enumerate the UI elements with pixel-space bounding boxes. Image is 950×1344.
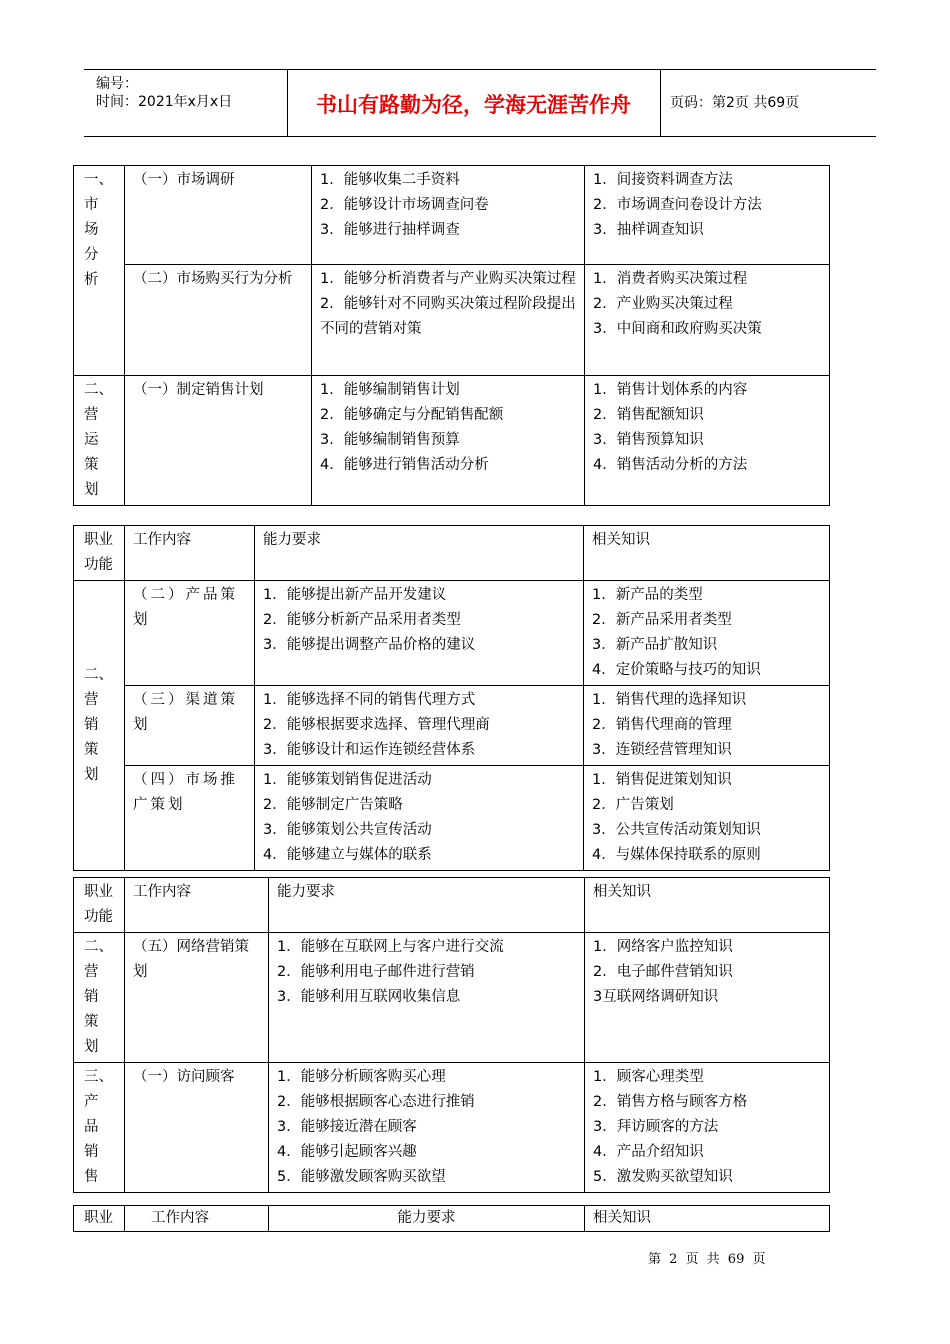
table-header-row <box>74 1206 830 1232</box>
category-label: 二、营销策划 <box>84 939 113 1055</box>
header-cell <box>125 1206 269 1232</box>
page-footer: 第 2 页 共 69 页 <box>648 1252 766 1267</box>
column-header: 职业功能 <box>84 884 113 925</box>
category-label: 一、市场分析 <box>84 172 113 288</box>
knowledge-item: 3互联网络调研知识 <box>593 989 719 1005</box>
column-header: 相关知识 <box>593 1210 651 1226</box>
table-row <box>74 376 830 506</box>
ability-item: 2．能够制定广告策略 <box>263 797 403 813</box>
skills-table-4 <box>73 1205 830 1232</box>
knowledge-item: 3．新产品扩散知识 <box>592 637 718 653</box>
content-cell <box>125 933 269 1063</box>
skills-table-2 <box>73 525 830 871</box>
skills-table-1 <box>73 165 830 506</box>
ability-item: 4．能够引起顾客兴趣 <box>277 1144 417 1160</box>
knowledge-item: 2．广告策划 <box>592 797 674 813</box>
content-label: （二）市场购买行为分析 <box>133 271 293 287</box>
abilities-cell <box>255 766 584 871</box>
ability-item: 1．能够编制销售计划 <box>320 382 460 398</box>
category-cell <box>74 933 125 1063</box>
knowledge-item: 4．销售活动分析的方法 <box>593 457 748 473</box>
ability-item: 3．能够策划公共宣传活动 <box>263 822 432 838</box>
knowledge-item: 3．公共宣传活动策划知识 <box>592 822 761 838</box>
content-cell <box>125 265 312 376</box>
knowledge-item: 2．销售方格与顾客方格 <box>593 1094 748 1110</box>
header-cell <box>125 526 255 581</box>
table-row <box>74 265 830 376</box>
ability-item: 3．能够编制销售预算 <box>320 432 460 448</box>
header-cell <box>74 878 125 933</box>
knowledge-item: 2．销售代理商的管理 <box>592 717 732 733</box>
header-cell <box>269 1206 585 1232</box>
knowledge-item: 1．新产品的类型 <box>592 587 703 603</box>
content-cell <box>125 166 312 265</box>
knowledge-item: 4．产品介绍知识 <box>593 1144 704 1160</box>
header-cell <box>125 878 269 933</box>
abilities-cell <box>312 376 585 506</box>
category-cell <box>74 166 125 376</box>
abilities-cell <box>269 933 585 1063</box>
content-label: （一）制定销售计划 <box>133 382 264 398</box>
ability-item: 1．能够选择不同的销售代理方式 <box>263 692 476 708</box>
knowledge-item: 1．销售计划体系的内容 <box>593 382 748 398</box>
category-cell <box>74 581 125 871</box>
abilities-cell <box>255 686 584 766</box>
ability-item: 1．能够在互联网上与客户进行交流 <box>277 939 504 955</box>
ability-item: 1．能够分析消费者与产业购买决策过程 <box>320 271 576 287</box>
content-label: （三）渠道策划 <box>133 692 238 733</box>
knowledge-item: 3．销售预算知识 <box>593 432 704 448</box>
knowledge-item: 3．连锁经营管理知识 <box>592 742 732 758</box>
column-header: 能力要求 <box>277 884 335 900</box>
time-label: 时间：2021年x月x日 <box>96 94 233 110</box>
ability-item: 2．能够设计市场调查问卷 <box>320 197 489 213</box>
knowledge-item: 2．产业购买决策过程 <box>593 296 733 312</box>
ability-item: 2．能够分析新产品采用者类型 <box>263 612 461 628</box>
table-row <box>74 933 830 1063</box>
ability-item: 4．能够进行销售活动分析 <box>320 457 489 473</box>
knowledge-cell <box>584 581 830 686</box>
header-page-label: 页码：第2页 共69页 <box>670 95 800 111</box>
table-row <box>74 1063 830 1193</box>
knowledge-item: 3．中间商和政府购买决策 <box>593 321 762 337</box>
content-cell <box>125 581 255 686</box>
table-row <box>74 581 830 686</box>
knowledge-item: 2．电子邮件营销知识 <box>593 964 733 980</box>
ability-item: 2．能够确定与分配销售配额 <box>320 407 504 423</box>
knowledge-item: 5．激发购买欲望知识 <box>593 1169 733 1185</box>
knowledge-cell <box>585 1063 830 1193</box>
column-header: 相关知识 <box>592 532 650 548</box>
ability-item: 3．能够设计和运作连锁经营体系 <box>263 742 476 758</box>
table-row <box>74 686 830 766</box>
ability-item: 1．能够收集二手资料 <box>320 172 460 188</box>
ability-item: 5．能够激发顾客购买欲望 <box>277 1169 446 1185</box>
page-header <box>84 69 876 137</box>
knowledge-cell <box>585 166 830 265</box>
ability-item: 3．能够接近潜在顾客 <box>277 1119 417 1135</box>
knowledge-item: 1．消费者购买决策过程 <box>593 271 748 287</box>
header-cell <box>585 878 830 933</box>
ability-item: 2．能够根据要求选择、管理代理商 <box>263 717 490 733</box>
knowledge-item: 2．销售配额知识 <box>593 407 704 423</box>
knowledge-item: 3．抽样调查知识 <box>593 222 704 238</box>
content-cell <box>125 766 255 871</box>
knowledge-item: 1．销售代理的选择知识 <box>592 692 747 708</box>
category-cell <box>74 1063 125 1193</box>
content-label: （一）市场调研 <box>133 172 235 188</box>
category-label: 二、营销策划 <box>84 667 113 783</box>
ability-item: 1．能够策划销售促进活动 <box>263 772 432 788</box>
abilities-cell <box>269 1063 585 1193</box>
knowledge-item: 1．网络客户监控知识 <box>593 939 733 955</box>
ability-item: 1．能够分析顾客购买心理 <box>277 1069 446 1085</box>
column-header: 能力要求 <box>397 1210 456 1226</box>
table-row <box>74 166 830 265</box>
content-label: （五）网络营销策划 <box>133 939 249 980</box>
header-motto: 书山有路勤为径，学海无涯苦作舟 <box>287 70 661 136</box>
content-cell <box>125 686 255 766</box>
header-cell <box>269 878 585 933</box>
header-cell <box>74 526 125 581</box>
content-cell <box>125 1063 269 1193</box>
column-header: 工作内容 <box>133 532 191 548</box>
content-label: （二）产品策划 <box>133 587 238 628</box>
abilities-cell <box>255 581 584 686</box>
category-label: 三、产品销售 <box>84 1069 113 1185</box>
ability-item: 1．能够提出新产品开发建议 <box>263 587 447 603</box>
knowledge-item: 2．市场调查问卷设计方法 <box>593 197 762 213</box>
category-label: 二、营运策划 <box>84 382 113 498</box>
skills-table-3 <box>73 877 830 1193</box>
knowledge-item: 4．与媒体保持联系的原则 <box>592 847 761 863</box>
knowledge-item: 1．顾客心理类型 <box>593 1069 704 1085</box>
header-cell <box>74 1206 125 1232</box>
knowledge-item: 4．定价策略与技巧的知识 <box>592 662 761 678</box>
knowledge-cell <box>585 376 830 506</box>
knowledge-item: 3．拜访顾客的方法 <box>593 1119 719 1135</box>
column-header: 相关知识 <box>593 884 651 900</box>
number-label: 编号： <box>96 76 138 92</box>
column-header: 工作内容 <box>151 1210 209 1226</box>
knowledge-cell <box>585 933 830 1063</box>
ability-item: 2．能够针对不同购买决策过程阶段提出不同的营销对策 <box>320 296 576 337</box>
header-cell <box>255 526 584 581</box>
table-row <box>74 766 830 871</box>
knowledge-item: 1．销售促进策划知识 <box>592 772 732 788</box>
header-meta <box>84 70 288 136</box>
content-cell <box>125 376 312 506</box>
ability-item: 2．能够根据顾客心态进行推销 <box>277 1094 475 1110</box>
ability-item: 3．能够利用互联网收集信息 <box>277 989 461 1005</box>
ability-item: 3．能够提出调整产品价格的建议 <box>263 637 476 653</box>
content-label: （四）市场推广策划 <box>133 772 238 813</box>
knowledge-cell <box>584 766 830 871</box>
ability-item: 3．能够进行抽样调查 <box>320 222 460 238</box>
table-header-row <box>74 878 830 933</box>
header-cell <box>585 1206 830 1232</box>
knowledge-cell <box>584 686 830 766</box>
abilities-cell <box>312 166 585 265</box>
column-header: 能力要求 <box>263 532 321 548</box>
knowledge-item: 2．新产品采用者类型 <box>592 612 732 628</box>
column-header: 工作内容 <box>133 884 191 900</box>
column-header: 职业功能 <box>84 532 113 573</box>
category-cell <box>74 376 125 506</box>
column-header: 职业 <box>84 1210 113 1226</box>
content-label: （一）访问顾客 <box>133 1069 235 1085</box>
ability-item: 2．能够利用电子邮件进行营销 <box>277 964 475 980</box>
ability-item: 4．能够建立与媒体的联系 <box>263 847 432 863</box>
abilities-cell <box>312 265 585 376</box>
header-cell <box>584 526 830 581</box>
knowledge-cell <box>585 265 830 376</box>
table-header-row <box>74 526 830 581</box>
knowledge-item: 1．间接资料调查方法 <box>593 172 733 188</box>
